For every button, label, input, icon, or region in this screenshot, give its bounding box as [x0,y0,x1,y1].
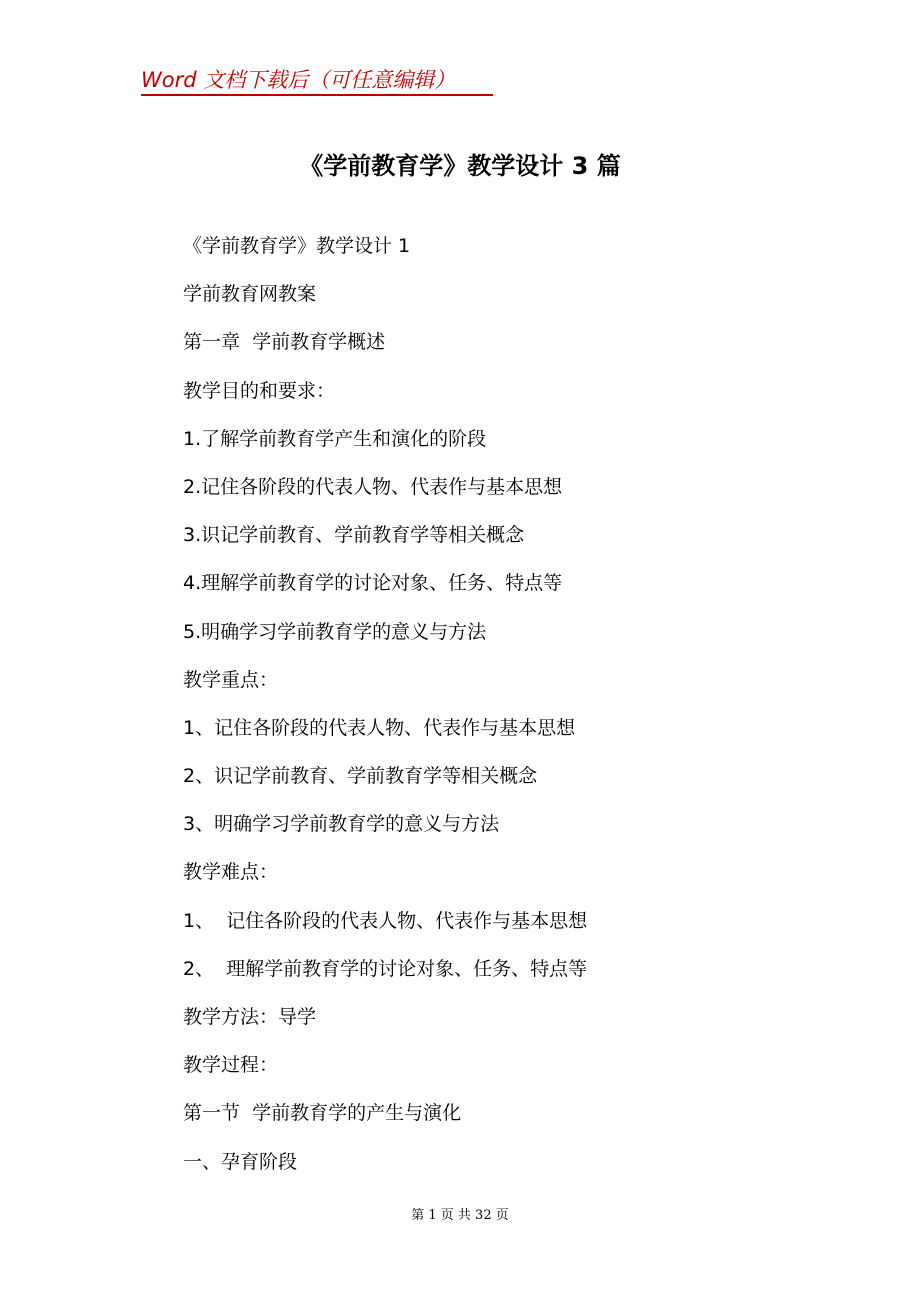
download-banner-text: Word 文档下载后（可任意编辑） [141,68,456,92]
body-line: 教学重点： [183,668,279,691]
body-line: 教学目的和要求： [183,379,336,402]
body-line: 2、识记学前教育、学前教育学等相关概念 [183,765,538,788]
body-line: 5.明确学习学前教育学的意义与方法 [183,620,487,643]
body-line: 1.了解学前教育学产生和演化的阶段 [183,427,487,450]
page-number-footer: 第 1 页 共 32 页 [411,1208,509,1223]
download-banner-underline [141,94,493,96]
body-line: 1、记住各阶段的代表人物、代表作与基本思想 [183,716,576,739]
document-body [183,230,823,1194]
body-line: 4.理解学前教育学的讨论对象、任务、特点等 [183,572,563,595]
body-line: 2.记住各阶段的代表人物、代表作与基本思想 [183,475,563,498]
body-line: 一、孕育阶段 [183,1150,298,1173]
download-banner [141,66,493,96]
body-line: 第一章 学前教育学概述 [183,331,386,354]
body-line: 教学过程： [183,1054,279,1077]
body-line: 3、明确学习学前教育学的意义与方法 [183,813,500,836]
body-line: 3.识记学前教育、学前教育学等相关概念 [183,524,525,547]
body-line: 第一节 学前教育学的产生与演化 [183,1102,462,1125]
body-line: 1、 记住各阶段的代表人物、代表作与基本思想 [183,909,588,932]
body-line: 《学前教育学》教学设计 1 [183,235,411,257]
body-line: 学前教育网教案 [183,283,317,306]
document-title: 《学前教育学》教学设计 3 篇 [299,152,621,180]
body-line: 教学方法：导学 [183,1006,317,1028]
body-line: 2、 理解学前教育学的讨论对象、任务、特点等 [183,957,588,980]
body-line: 教学难点： [183,861,279,884]
